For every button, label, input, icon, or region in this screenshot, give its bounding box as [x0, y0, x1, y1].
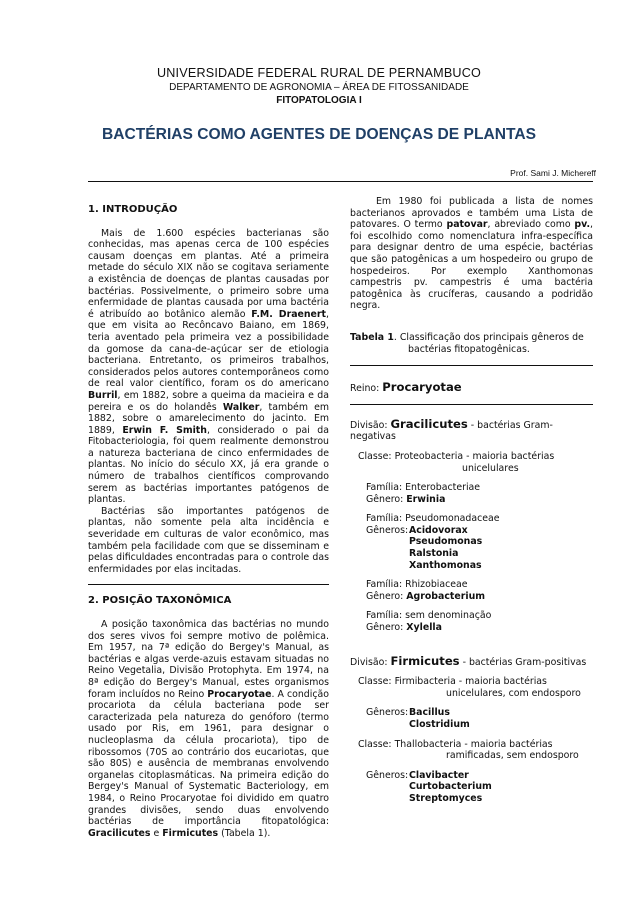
text: e — [153, 827, 160, 839]
genus-clostridium: Clostridium — [409, 719, 470, 730]
division-gracilicutes: Gracilicutes — [390, 416, 468, 431]
text: A posição taxonômica das bactérias no mundo dos seres vivos foi sempre motivo de polêmica. Em 1957, na 7ª edição do Bergey's Manual, as bactérias e algas verde-azuis estavam situadas no Reino Vegetalia, Divisão Protophyta. Em 1974, na 8ª edição do Bergey's Manual, estes organismos foram incluídos no Reino — [88, 619, 329, 700]
label: Reino: — [350, 383, 380, 395]
header-rule — [88, 181, 593, 182]
taxonomy-table — [350, 382, 593, 804]
genus-curtobacterium: Curtobacterium — [409, 781, 492, 793]
text: , também em 1882, sobre o amarelecimento do jacinto. Em 1889, — [88, 401, 330, 436]
genus-row-firmibacteria — [350, 707, 593, 730]
patovar-paragraph — [350, 196, 593, 312]
name-draenert: F.M. Draenert — [251, 308, 327, 320]
text: , abreviado como — [487, 219, 571, 231]
taxonomy-paragraph — [88, 619, 329, 839]
genus-acidovorax: Acidovorax — [409, 524, 468, 536]
family-enterobacteriae: Família: Enterobacteriae — [366, 482, 481, 494]
table-label: Tabela 1 — [350, 331, 394, 343]
text: , em 1882, sobre a queima da macieira e da pereira e os do holandês — [88, 389, 329, 413]
left-rule-1 — [88, 584, 329, 585]
text: , que em visita ao Recôncavo Baiano, em 1869, teria aventado pela primeira vez a possibilidade da gomose da cana-de-açúcar ser de etiologia bacteriana. Entretanto, os primeiros trabalhos, considerados pelos autores contemporâneos como de real valor científico, foram os do americano — [88, 308, 330, 390]
section-heading-intro: 1. INTRODUÇÃO — [88, 204, 178, 215]
author: Prof. Sami J. Michereff — [510, 168, 596, 178]
label: Divisão: — [350, 656, 388, 668]
division-firmicutes-row — [350, 653, 593, 669]
genus-row-pseudomonadaceae — [350, 525, 593, 571]
genus-row-agrobacterium — [350, 591, 593, 603]
division-firmicutes: Firmicutes — [390, 653, 460, 668]
genus-ralstonia: Ralstonia — [409, 548, 459, 560]
genus-xanthomonas: Xanthomonas — [409, 559, 482, 571]
family-unnamed: Família: sem denominação — [366, 610, 492, 622]
text: , considerado o pai da Fitobacteriologia, foi quem realmente demonstrou a natureza bacteriana de cinco enfermidades de plantas. No início do século XX, já era grande o número de trabalhos científicos comprovando serem as bactérias importantes patógenos de plantas. — [88, 424, 329, 506]
genus-erwinia: Erwinia — [406, 493, 446, 505]
genus-row-thallobacteria — [350, 770, 593, 805]
text: Em 1980 foi publicada a lista de nomes bacterianos aprovados e também uma Lista de patovares. O termo — [350, 196, 593, 231]
table-caption-text: . Classificação dos principais gêneros de — [393, 331, 584, 343]
course-name: FITOPATOLOGIA I — [276, 95, 362, 106]
table-caption — [350, 332, 593, 355]
label: Gêneros: — [366, 769, 409, 781]
label: Gênero: — [366, 622, 404, 634]
department-name: DEPARTAMENTO DE AGRONOMIA – ÁREA DE FITOSSANIDADE — [169, 82, 469, 93]
intro-paragraph-1 — [88, 228, 329, 506]
section-heading-taxonomy: 2. POSIÇÃO TAXONÔMICA — [88, 595, 232, 607]
kingdom-procaryotae: Procaryotae — [382, 380, 462, 395]
genus-row-erwinia — [350, 494, 593, 506]
division-desc: - bactérias Gram-negativas — [350, 419, 553, 443]
text: Mais de 1.600 espécies bacterianas são conhecidas, mas apenas cerca de 100 espécies causam doenças em plantas. Até a primeira metade do século XIX não se cogitava seriamente a existência de doenças de plantas causadas por bactérias. Possivelmente, o primeiro sobre uma enfermidade de plantas causada por uma bactéria é atribuído ao botânico alemão — [88, 227, 329, 320]
class-proteobacteria-desc: unicelulares — [462, 462, 519, 474]
term-patovar: patovar — [446, 219, 488, 231]
right-column — [350, 196, 593, 805]
name-burril: Burril — [88, 389, 118, 401]
label: Divisão: — [350, 419, 388, 431]
class-firmibacteria-desc: unicelulares, com endosporo — [446, 687, 581, 699]
text: , foi escolhido como nomenclatura infra-específica para designar dentro de uma espécie, bactérias que são patogênicas a um hospedeiro ou grupo de hospedeiros. Por exemplo Xanthomonas campestris pv. campestris é uma bactéria patogênica às crucíferas, causando a podridão negra. — [350, 219, 593, 312]
name-walker: Walker — [222, 401, 260, 413]
division-gracilicutes-row — [350, 416, 593, 443]
family-pseudomonadaceae: Família: Pseudomonadaceae — [366, 513, 500, 525]
family-rhizobiaceae: Família: Rhizobiaceae — [366, 579, 468, 591]
genus-clavibacter: Clavibacter — [409, 769, 469, 781]
university-name: UNIVERSIDADE FEDERAL RURAL DE PERNAMBUCO — [156, 66, 482, 80]
table-rule-top — [350, 365, 593, 366]
class-thallobacteria-desc: ramificadas, sem endosporo — [446, 750, 579, 762]
label: Gênero: — [366, 493, 404, 505]
label: Gênero: — [366, 590, 404, 602]
term-pv: pv. — [574, 219, 591, 231]
genus-streptomyces: Streptomyces — [409, 792, 483, 804]
label: Gêneros: — [366, 524, 409, 536]
genus-pseudomonas: Pseudomonas — [409, 536, 483, 548]
name-smith: Erwin F. Smith — [122, 424, 207, 436]
term-firmicutes: Firmicutes — [162, 827, 219, 839]
class-thallobacteria: Classe: Thallobacteria - maioria bactérias — [358, 738, 553, 750]
kingdom-row — [350, 382, 593, 395]
genus-agrobacterium: Agrobacterium — [406, 590, 486, 602]
genus-bacillus: Bacillus — [409, 707, 450, 719]
intro-paragraph-2: Bactérias são importantes patógenos de plantas, não somente pela alta incidência e severidade em culturas de valor econômico, mas também pela facilidade com que se disseminam e pelas dificuldades encontradas para o controle das enfermidades por elas incitadas. — [88, 505, 329, 575]
left-column — [88, 196, 329, 839]
division-desc: - bactérias Gram-positivas — [462, 656, 587, 668]
genus-xylella: Xylella — [406, 622, 442, 634]
text: . A condição procariota da célula bacteriana pode ser caracterizada pela natureza do genóforo (termo usado por Ris, em 1961, para designar o nucleoplasma da célula procariota), tipo de ribossomos (70S ao contrário dos eucariotas, que são 80S) e ausência de membranas envolvendo organelas citoplasmáticas. Na primeira edição do Bergey's Manual of Systematic Bacteriology, em 1984, o Reino Procaryotae foi dividido em quatro grandes divisões, sendo duas envolvendo bactérias de importância fitopatológica: — [88, 688, 329, 828]
label: Gêneros: — [366, 707, 409, 719]
text: (Tabela 1). — [221, 827, 271, 839]
term-procaryotae: Procaryotae — [207, 688, 272, 700]
class-proteobacteria: Classe: Proteobacteria - maioria bactérias — [358, 450, 555, 462]
term-gracilicutes: Gracilicutes — [88, 827, 151, 839]
class-firmibacteria: Classe: Firmibacteria - maioria bactérias — [358, 676, 547, 688]
document-title: BACTÉRIAS COMO AGENTES DE DOENÇAS DE PLANTAS — [101, 126, 537, 143]
table-caption-text-2: bactérias fitopatogênicas. — [408, 343, 530, 355]
genus-row-xylella — [350, 622, 593, 634]
table-rule-mid — [350, 404, 593, 405]
